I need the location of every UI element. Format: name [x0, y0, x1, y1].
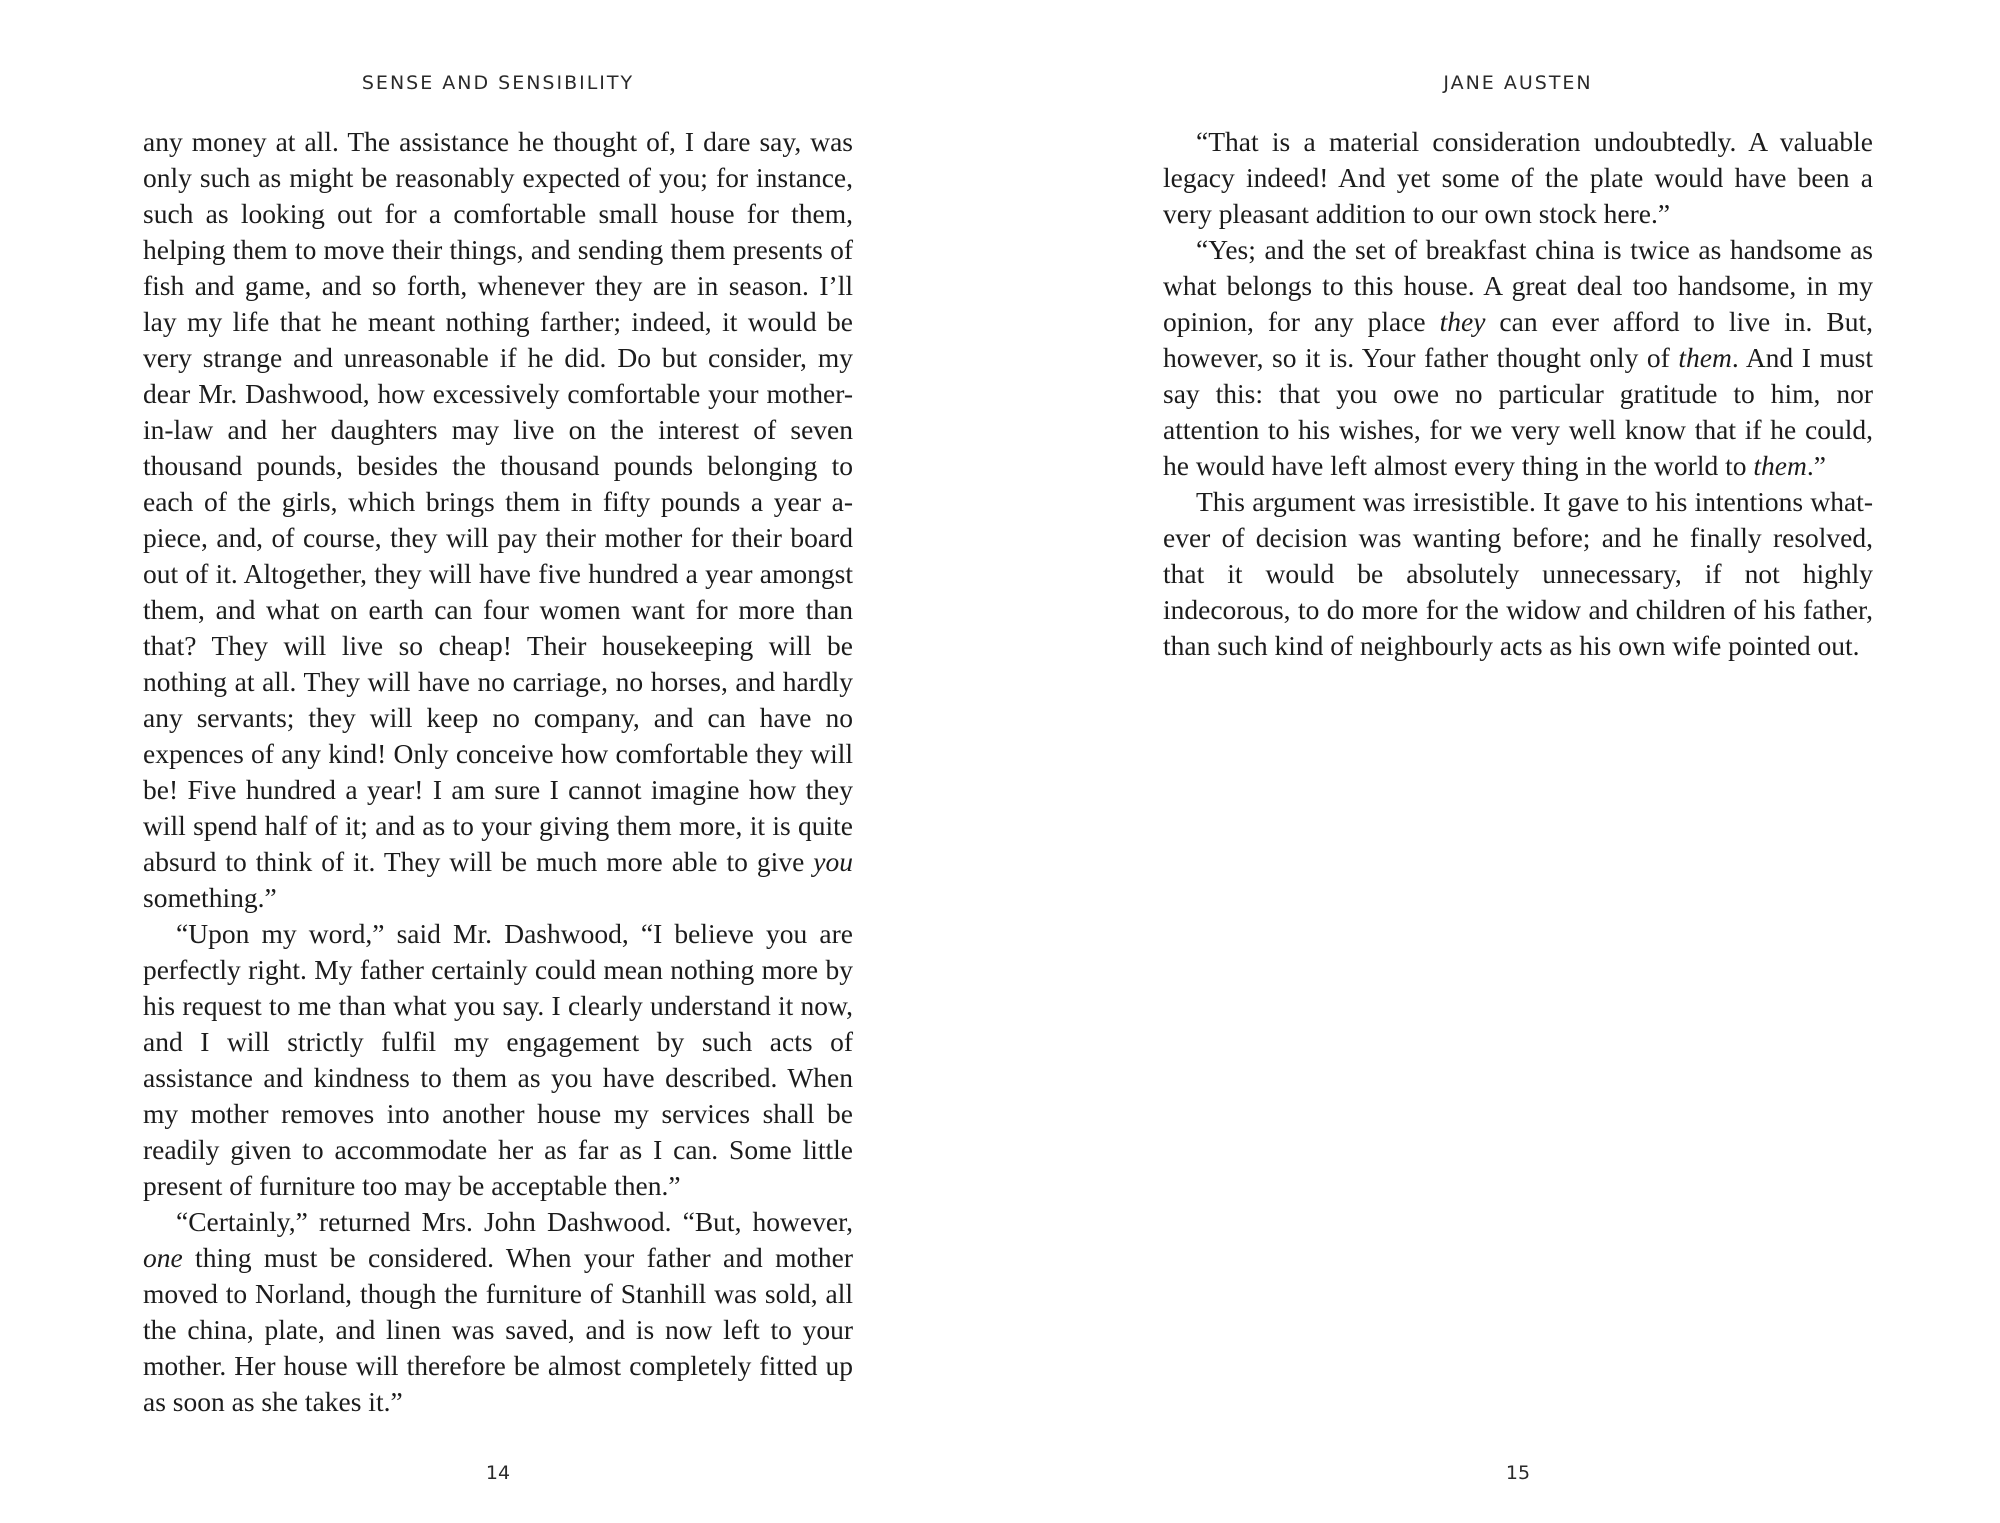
italic-text: them	[1753, 450, 1807, 481]
paragraph-text: This argument was irresistible. It gave to his intentions whatever of decision was wanting before; and he finally resolved, that it would be absolutely unnecessary, if not highly indecorous, to do more for the widow and children of his father, than such kind of neighbourly acts as his own wife pointed out.	[1163, 486, 1873, 661]
paragraph-text: something.”	[143, 882, 277, 913]
paragraph-text: thing must be considered. When your father and mother moved to Norland, though the furniture of Stanhill was sold, all the china, plate, and linen was saved, and is now left to your mother. Her house will therefore be almost completely fitted up as soon as she takes it.”	[143, 1242, 853, 1417]
page-number: 14	[485, 1462, 511, 1484]
paragraph-text: “Yes; and the set of breakfast china is twice as handsome as what belongs to this house. A great deal too handsome, in my opinion, for any place	[1163, 234, 1873, 337]
paragraph-text: any money at all. The assistance he thought of, I dare say, was only such as might be reasonably expected of you; for instance, such as looking out for a comfortable small house for them, helping them to move their things, and sending them presents of fish and game, and so forth, whenever they are in season. I’ll lay my life that he meant nothing farther; indeed, it would be very strange and unreasonable if he did. Do but consider, my dear Mr. Dashwood, how excessively comfortable your mother-in-law and her daughters may live on the interest of seven thousand pounds, besides the thousand pounds belonging to each of the girls, which brings them in fifty pounds a year a-piece, and, of course, they will pay their mother for their board out of it. Altogether, they will have five hundred a year amongst them, and what on earth can four women want for more than that? They will live so cheap! Their housekeeping will be nothing at all. They will have no carriage, no horses, and hardly any servants; they will keep no company, and can have no expences of any kind! Only conceive how comfortable they will be! Five hundred a year! I am sure I cannot imagine how they will spend half of it; and as to your giving them more, it is quite absurd to think of it. They will be much more able to give	[143, 126, 853, 877]
paragraph-text: .”	[1806, 450, 1826, 481]
paragraph	[1163, 232, 1873, 484]
running-head-text: JANE AUSTEN	[1443, 72, 1593, 94]
page-number: 15	[1505, 1462, 1531, 1484]
paragraph-text: “Upon my word,” said Mr. Dashwood, “I believe you are perfectly right. My father certainly could mean nothing more by his request to me than what you say. I clearly understand it now, and I will strictly fulfil my engagement by such acts of assistance and kindness to them as you have described. When my mother removes into another house my services shall be readily given to accommodate her as far as I can. Some little present of furniture too may be acceptable then.”	[143, 918, 853, 1201]
running-head-text: SENSE AND SENSIBILITY	[361, 72, 635, 94]
italic-text: you	[813, 846, 853, 877]
body-text	[1163, 124, 1873, 664]
paragraph	[1163, 124, 1873, 232]
paragraph-text: . And I must say this: that you owe no particular gratitude to him, nor attention to his wishes, for we very well know that if he could, he would have left almost every thing in the world to	[1163, 342, 1874, 481]
paragraph	[143, 916, 853, 1204]
paragraph	[1163, 484, 1873, 664]
italic-text: one	[143, 1242, 183, 1273]
italic-text: they	[1439, 306, 1486, 337]
paragraph-text: “Certainly,” returned Mrs. John Dashwood. “But, however,	[176, 1206, 853, 1237]
body-text	[143, 124, 853, 1420]
paragraph	[143, 1204, 853, 1420]
italic-text: them	[1678, 342, 1732, 373]
right-page	[1000, 0, 2000, 1523]
paragraph	[143, 124, 853, 916]
paragraph-text: can ever afford to live in. But, however, so it is. Your father thought only of	[1163, 306, 1873, 373]
paragraph-text: “That is a material consideration undoubtedly. A valuable legacy indeed! And yet some of the plate would have been a very pleasant addition to our own stock here.”	[1163, 126, 1873, 229]
